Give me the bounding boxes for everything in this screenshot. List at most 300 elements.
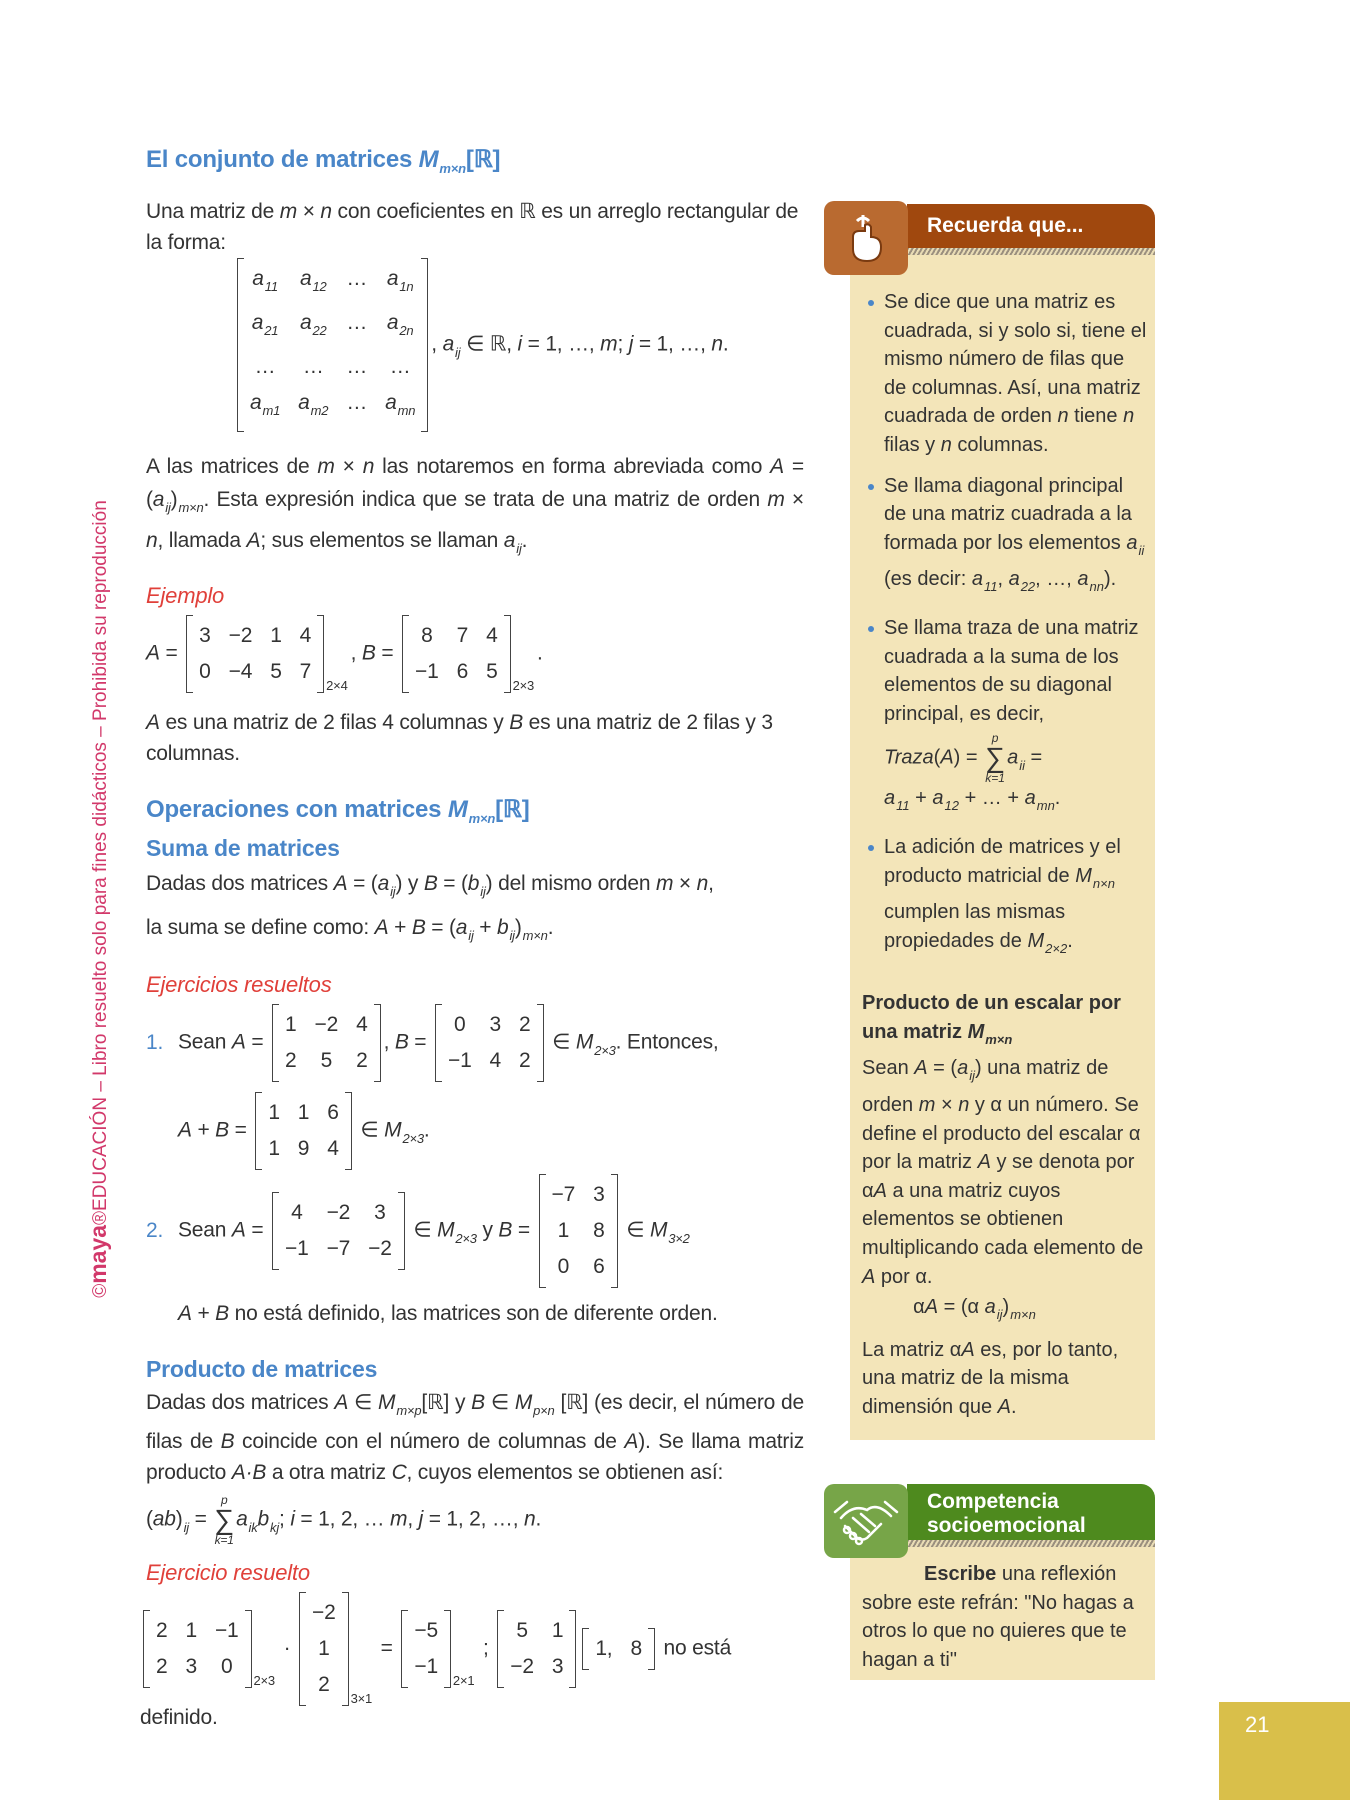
matrix	[299, 1592, 372, 1706]
text-run: ∈	[546, 1030, 576, 1054]
subscript: 2×3	[455, 1230, 477, 1246]
math-symbol: m	[279, 200, 298, 223]
matrix	[582, 1628, 655, 1670]
text-run: filas y	[884, 433, 941, 456]
text-run: y	[476, 1218, 499, 1242]
text-run: [ℝ]	[495, 796, 530, 823]
text-run: El conjunto de matrices	[146, 146, 419, 173]
matrix-cell	[552, 1214, 576, 1248]
right-bracket	[611, 1174, 618, 1288]
right-bracket	[342, 1592, 349, 1706]
text-run: =	[408, 1030, 432, 1054]
text-run: ) =	[953, 746, 984, 769]
math-symbol: B	[509, 711, 523, 734]
text-run: [ℝ]	[465, 146, 501, 173]
left-bracket	[582, 1628, 589, 1670]
competencia-title-line: Competencia	[927, 1490, 1059, 1513]
matrix-grid	[193, 615, 317, 693]
text-run: −2	[314, 1013, 339, 1036]
math-symbol: a	[1077, 568, 1089, 591]
exercise-1	[178, 1004, 719, 1082]
text-run: )	[170, 488, 178, 511]
matrix-cell	[510, 1614, 534, 1648]
matrix-grid	[589, 1628, 648, 1670]
side-note-text: ®EDUCACIÓN – Libro resuelto solo para fines didácticos – Prohibida su reproducción	[90, 500, 111, 1225]
right-bracket	[374, 1004, 381, 1082]
left-bracket	[299, 1592, 306, 1706]
matrix-cell	[199, 655, 210, 689]
matrix	[272, 1004, 381, 1082]
subscript: m2	[310, 403, 329, 418]
suma-definition-line1	[146, 866, 804, 910]
matrix-cell	[250, 350, 280, 384]
math-symbol: a	[250, 391, 262, 414]
matrix-cell	[327, 1196, 351, 1230]
text-run: −2	[368, 1237, 392, 1260]
text-run: …	[346, 311, 368, 334]
text-run: las notaremos en forma abreviada como	[374, 455, 771, 478]
text-run: 0	[454, 1013, 466, 1036]
right-bracket	[398, 1192, 405, 1270]
matrix-cell	[346, 386, 367, 428]
text-run: …	[254, 355, 276, 378]
page-number: 21	[1219, 1702, 1350, 1800]
text-run: Sean	[178, 1030, 232, 1054]
right-bracket	[537, 1004, 544, 1082]
text-run: 3	[551, 1655, 564, 1678]
subscript: ij	[165, 500, 171, 515]
matrix-cell	[457, 655, 468, 689]
math-symbol: A	[924, 1296, 939, 1319]
text-run: 3	[199, 624, 211, 647]
subscript: 2×2	[1045, 940, 1068, 956]
matrix-grid	[408, 1610, 444, 1688]
matrix	[186, 615, 347, 693]
text-run: La matriz α	[862, 1338, 962, 1361]
escalar-closing	[862, 1336, 1147, 1422]
subscript: ij	[509, 928, 515, 943]
math-symbol: i	[290, 1507, 295, 1531]
matrix-cell	[270, 619, 281, 653]
bullet-icon	[868, 300, 874, 306]
text-run: a otra matriz	[266, 1461, 392, 1484]
text-run: ,	[431, 332, 443, 356]
text-run: no está definido.	[140, 1636, 732, 1729]
text-run: Una matriz de	[146, 200, 280, 223]
matrix-grid	[262, 1092, 344, 1170]
matrix-cell	[312, 1632, 336, 1666]
text-run: ;	[477, 1636, 495, 1660]
subscript: nn	[1089, 579, 1104, 595]
matrix-cell	[300, 655, 311, 689]
subscript: ij	[480, 884, 486, 899]
text-run: 1	[557, 1219, 570, 1242]
escalar-formula	[862, 1293, 1147, 1330]
math-symbol: m	[317, 455, 335, 478]
text-run: =	[188, 1507, 213, 1531]
text-run: con coeficientes en ℝ es un arreglo rectangular de la forma:	[146, 200, 799, 254]
matrix-cell	[385, 386, 415, 428]
bullet-icon	[868, 484, 874, 490]
text-run: = (	[927, 1057, 958, 1080]
text-run: 1	[268, 1137, 280, 1160]
math-symbol: A	[178, 1118, 192, 1142]
subscript: m×n	[439, 161, 466, 176]
math-symbol: A	[146, 711, 160, 734]
paragraph-definition	[146, 196, 804, 258]
subscript: mn	[397, 403, 416, 418]
subscript: p×n	[533, 1403, 555, 1418]
math-symbol: j	[628, 332, 634, 356]
left-bracket	[143, 1610, 150, 1688]
text-run: +	[909, 787, 933, 810]
text-run: −2	[312, 1601, 336, 1624]
text-run: ·	[277, 1636, 297, 1660]
matrix-cell	[346, 306, 367, 348]
text-run: −2	[326, 1201, 351, 1224]
matrix-cell	[250, 262, 280, 304]
hatch-divider	[907, 1540, 1155, 1547]
text-run: = 1, …,	[521, 332, 601, 356]
traza-expansion	[884, 784, 1147, 821]
subscript: m×n	[178, 500, 204, 515]
summation-upper-limit: p	[991, 731, 999, 746]
math-symbol: A	[770, 455, 784, 478]
left-bracket	[255, 1092, 262, 1170]
subscript: m×n	[468, 811, 496, 826]
text-run: a una matriz cuyos elementos se obtienen multiplicando cada elemento de	[862, 1179, 1144, 1260]
matrix-grid	[150, 1610, 245, 1688]
text-run: =	[228, 1118, 253, 1142]
matrix-dimension: 3×1	[350, 1691, 373, 1706]
text-run: ,	[407, 1507, 419, 1531]
producto-definition	[146, 1387, 804, 1488]
text-run: 0	[199, 660, 211, 683]
text-run: ,	[997, 568, 1009, 591]
math-symbol: n	[320, 200, 332, 223]
subscript: ij	[969, 1068, 975, 1084]
text-run: −5	[414, 1619, 438, 1642]
matrix-dimension: 2×3	[512, 678, 535, 693]
math-symbol: i	[517, 332, 522, 356]
subscript: ij	[468, 928, 474, 943]
matrix-cell	[298, 1096, 309, 1130]
text-run: =	[375, 1636, 399, 1660]
math-symbol: a	[884, 787, 896, 810]
math-symbol: ab	[152, 1507, 176, 1531]
text-run: −7	[551, 1183, 576, 1206]
text-run: ; sus elementos se llaman	[260, 529, 504, 552]
math-symbol: B	[498, 1218, 513, 1242]
matrix-cell	[595, 1632, 612, 1666]
matrix-cell	[156, 1614, 167, 1648]
math-symbol: M	[514, 1391, 533, 1414]
math-symbol: A	[246, 529, 261, 552]
matrix-cell	[593, 1250, 604, 1284]
main-column	[140, 145, 804, 1730]
text-run: −2	[510, 1655, 534, 1678]
matrix-cell	[346, 262, 367, 304]
matrix-grid	[504, 1610, 569, 1688]
text-run: 8	[593, 1219, 605, 1242]
matrix-grid	[409, 615, 504, 693]
matrix-cell	[298, 262, 328, 304]
text-run: ×	[935, 1094, 959, 1117]
summation-lower-limit: k=1	[985, 771, 1005, 786]
math-symbol: n	[940, 433, 952, 456]
text-run: =	[512, 1218, 536, 1242]
sigma-icon: ∑	[214, 1504, 235, 1535]
text-run: Dadas dos matrices	[146, 1391, 335, 1414]
text-run: y α un número. Se define el producto del escalar α por la matriz	[862, 1094, 1141, 1174]
competencia-title-line: socioemocional	[927, 1514, 1086, 1537]
text-run: 8	[630, 1637, 642, 1660]
subscript: 22	[1020, 579, 1036, 595]
text-run: + … +	[959, 787, 1025, 810]
matrix-cell	[490, 1008, 501, 1042]
subscript: ii	[1138, 542, 1145, 558]
text-run: 3	[593, 1183, 605, 1206]
math-symbol: A	[146, 641, 160, 665]
text-run: +	[388, 916, 412, 939]
subscript: 12	[312, 279, 327, 294]
text-run: −1	[414, 1655, 438, 1678]
math-symbol: a	[299, 311, 312, 334]
left-bracket	[497, 1610, 504, 1688]
matrix-cell	[593, 1178, 604, 1212]
matrix-cell	[312, 1668, 336, 1702]
math-symbol: B	[215, 1118, 229, 1142]
matrix-cell	[327, 1232, 351, 1266]
text-run: 2	[156, 1619, 168, 1642]
math-symbol: a	[152, 488, 165, 511]
matrix-cell	[448, 1044, 472, 1078]
text-run: = (	[347, 872, 378, 895]
subscript: m×n	[985, 1031, 1013, 1047]
text-run: −4	[228, 660, 253, 683]
text-run: ,	[708, 872, 714, 895]
subscript: kj	[270, 1519, 280, 1535]
math-symbol: a	[957, 1057, 969, 1080]
text-run: ∈	[407, 1218, 438, 1242]
matrix-cell	[490, 1044, 501, 1078]
matrix-cell	[298, 350, 328, 384]
subscript: m×n	[522, 928, 548, 943]
text-run: = (	[437, 872, 468, 895]
subsection-title-producto: Producto de matrices	[146, 1356, 378, 1382]
text-run: Se llama diagonal principal de una matriz cuadrada a la formada por los elementos	[884, 474, 1132, 554]
math-symbol: B	[215, 1302, 229, 1325]
matrix-cell	[593, 1214, 604, 1248]
text-run: ∈	[620, 1218, 650, 1242]
text-run: −1	[214, 1619, 239, 1642]
recuerda-title: Recuerda que...	[907, 204, 1155, 248]
math-symbol: n	[362, 455, 375, 478]
matrix-cell	[415, 619, 439, 653]
text-run: , cuyos elementos se obtienen así:	[406, 1461, 724, 1484]
matrix-cell	[346, 350, 367, 384]
left-bracket	[435, 1004, 442, 1082]
text-run: .	[423, 1118, 430, 1142]
matrix-cell	[415, 655, 439, 689]
matrix	[272, 1192, 405, 1270]
matrix	[237, 258, 428, 432]
text-run: = 1, 2, …	[294, 1507, 391, 1531]
math-symbol: C	[391, 1461, 407, 1484]
text-run: ) una matriz de orden	[862, 1057, 1109, 1117]
matrix-cell	[315, 1008, 339, 1042]
matrix-cell	[300, 619, 311, 653]
text-run: +	[191, 1302, 216, 1325]
text-run: = 1, 2, …,	[423, 1507, 524, 1531]
sigma-icon: ∑	[985, 742, 1006, 774]
text-run: = (	[146, 455, 804, 511]
text-run: . Esta expresión indica que se trata de una matriz de orden	[203, 488, 768, 511]
text-run: ×	[334, 455, 363, 478]
math-symbol: n	[1057, 405, 1069, 428]
exercise-1-row	[146, 1004, 804, 1082]
matrix-cell	[315, 1044, 339, 1078]
math-symbol: a	[236, 1507, 248, 1531]
math-symbol: B	[411, 916, 426, 939]
text-run: .	[1054, 787, 1061, 810]
text-run: 6	[593, 1255, 605, 1278]
math-symbol: A	[178, 1302, 192, 1325]
text-run: ).	[1103, 568, 1117, 591]
text-run: ,	[350, 641, 362, 665]
math-symbol: a	[932, 787, 944, 810]
math-symbol: A	[333, 872, 348, 895]
text-run: =	[245, 1030, 270, 1054]
text-run: = (	[425, 916, 456, 939]
text-run: 3	[374, 1201, 386, 1224]
exercise-1-result	[146, 1092, 804, 1170]
text-run: Operaciones con matrices	[146, 796, 448, 823]
text-run: 2	[318, 1673, 330, 1696]
matrix	[143, 1610, 275, 1688]
math-symbol: n	[958, 1094, 970, 1117]
math-symbol: a	[455, 916, 468, 939]
text-run: ) del mismo orden	[485, 872, 656, 895]
matrix-cell	[486, 619, 497, 653]
math-symbol: a	[377, 872, 390, 895]
text-run: ×	[673, 872, 697, 895]
recuerda-item-text	[884, 835, 1121, 956]
math-symbol: M	[575, 1030, 594, 1054]
text-run: .	[535, 1507, 542, 1531]
text-run: 4	[486, 624, 498, 647]
text-run: tiene	[1068, 405, 1124, 428]
math-symbol: a	[298, 391, 310, 414]
escalar-body	[862, 1054, 1147, 1291]
subscript: ij	[183, 1519, 189, 1535]
text-run: por α.	[875, 1265, 933, 1288]
text-run: = (α	[938, 1296, 985, 1319]
right-bracket	[569, 1610, 576, 1688]
section-title-operaciones	[146, 795, 804, 834]
recuerda-item	[862, 614, 1147, 821]
subscript: 1n	[399, 279, 414, 294]
text-run: . Entonces,	[615, 1030, 719, 1054]
exercise-2-result	[146, 1298, 804, 1329]
matrix-cell	[368, 1196, 392, 1230]
subscript: mn	[1036, 798, 1055, 814]
math-symbol: m	[655, 872, 674, 895]
text-run: +	[473, 916, 497, 939]
math-symbol: m	[918, 1094, 936, 1117]
producto-formula	[146, 1494, 804, 1546]
text-run: y se denota por α	[862, 1151, 1135, 1202]
escalar-title	[862, 989, 1147, 1054]
text-run: 1	[270, 624, 282, 647]
paragraph-example-explanation	[146, 707, 804, 769]
subscript: ii	[1019, 757, 1025, 773]
hatch-divider	[907, 248, 1155, 255]
matrix-cell	[250, 386, 280, 428]
matrix-cell	[298, 306, 328, 348]
matrix	[539, 1174, 618, 1288]
math-symbol: A	[940, 746, 954, 769]
math-symbol: b	[467, 872, 480, 895]
matrix-cell	[185, 1650, 196, 1684]
text-run: +	[191, 1118, 216, 1142]
subscript: m×n	[1010, 1307, 1036, 1323]
matrix-cell	[385, 306, 415, 348]
matrix-cell	[414, 1650, 438, 1684]
matrix-cell	[414, 1614, 438, 1648]
math-symbol: a	[386, 267, 399, 290]
subscript: ij	[455, 344, 461, 360]
subscript: n×n	[1092, 875, 1115, 891]
text-run: 5	[516, 1619, 528, 1642]
text-run: 3	[185, 1655, 197, 1678]
matrix-cell	[327, 1096, 338, 1130]
matrix-cell	[285, 1232, 309, 1266]
left-bracket	[272, 1004, 279, 1082]
text-run: Sean	[178, 1218, 232, 1242]
matrix-cell	[457, 619, 468, 653]
text-run: …	[346, 355, 368, 378]
text-run: −1	[415, 660, 439, 683]
text-run: ;	[279, 1507, 291, 1531]
matrix-cell	[215, 1614, 239, 1648]
text-run: A las matrices de	[146, 455, 318, 478]
matrix	[497, 1610, 576, 1688]
math-symbol: A	[624, 1430, 639, 1453]
text-run: .	[1011, 1396, 1017, 1418]
exercise-2	[178, 1174, 690, 1288]
text-run: 6	[456, 660, 469, 683]
summation-lower-limit: k=1	[214, 1533, 234, 1547]
math-symbol: A	[914, 1057, 928, 1080]
suma-definition-line2	[146, 910, 804, 954]
matrix	[401, 1610, 474, 1688]
text-run: 4	[356, 1013, 368, 1036]
recuerda-item	[862, 288, 1147, 460]
matrix-cell	[268, 1096, 279, 1130]
math-symbol: b	[257, 1507, 270, 1531]
math-symbol: a	[1008, 568, 1020, 591]
matrix-dimension: 2×4	[326, 678, 348, 693]
math-symbol: A	[862, 1265, 876, 1288]
text-run: es una matriz de 2 filas 4 columnas y	[159, 711, 510, 734]
math-symbol: M	[384, 1118, 402, 1142]
solved-exercises-label: Ejercicios resueltos	[146, 972, 332, 997]
math-symbol: B	[220, 1430, 235, 1453]
text-run: coincide con el número de columnas de	[234, 1430, 625, 1453]
text-run: columnas.	[951, 433, 1049, 456]
maya-logo: maya	[85, 1224, 111, 1284]
